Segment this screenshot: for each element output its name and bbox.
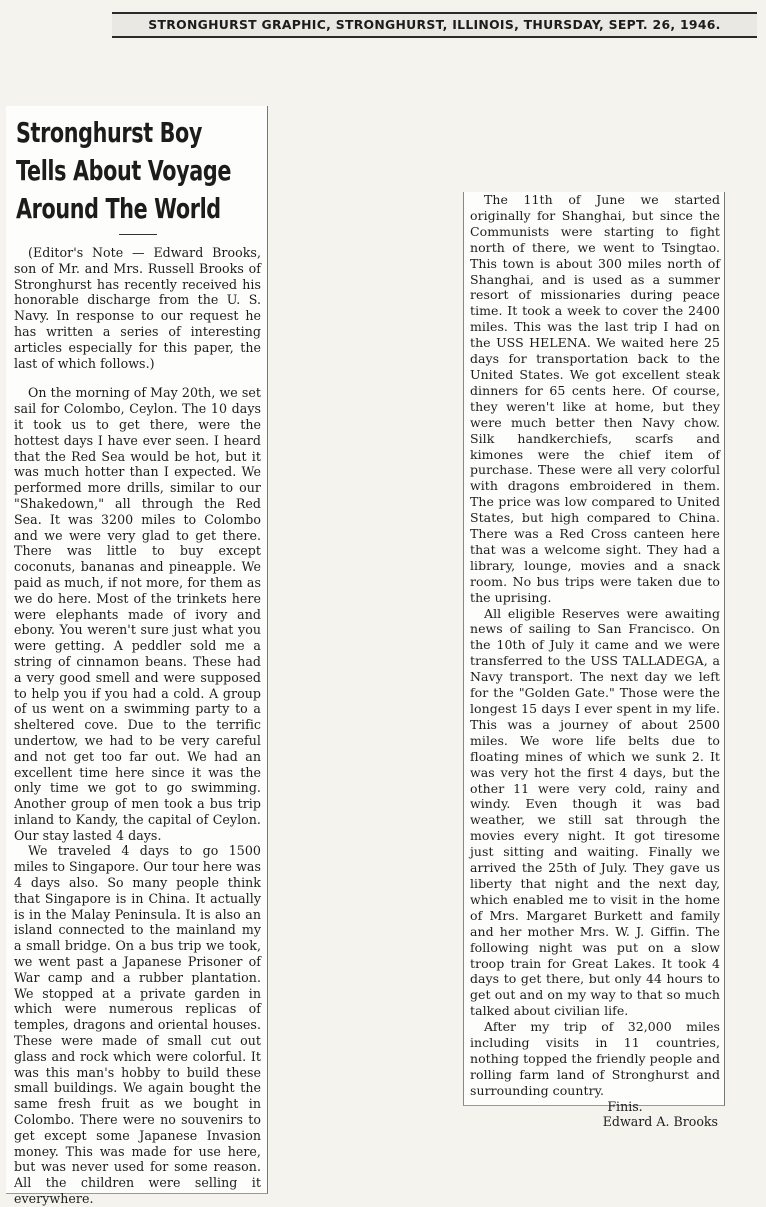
article-body-left: [14, 245, 261, 1207]
newspaper-masthead: STRONGHURST GRAPHIC, STRONGHURST, ILLINOIS, THURSDAY, SEPT. 26, 1946.: [112, 12, 757, 38]
editors-note: (Editor's Note — Edward Brooks, son of Mr. and Mrs. Russell Brooks of Stronghurst has recently received his honorable discharge from the U. S. Navy. In response to our request he has written a series of interesting articles especially for this paper, the last of which follows.): [14, 245, 261, 371]
paragraph-voyage-home: All eligible Reserves were awaiting news of sailing to San Francisco. On the 10th of July it came and we were transferred to the USS TALLADEGA, a Navy transport. The next day we left for the "Golden Gate." Those were the longest 15 days I ever spent in my life. This was a journey of about 2500 miles. We wore life belts due to floating mines of which we sunk 2. It was very hot the first 4 days, but the other 11 were very cold, rainy and windy. Even though it was bad weather, we still sat through the movies every night. It got tiresome just sitting and waiting. Finally we arrived the 25th of July. They gave us liberty that night and the next day, which enabled me to visit in the home of Mrs. Margaret Burkett and family and her mother Mrs. W. J. Giffin. The following night was put on a slow troop train for Great Lakes. It took 4 days to get there, but only 44 hours to get out and on my way to that so much talked about civilian life.: [470, 605, 720, 1019]
article-clipping-right: [463, 192, 725, 1130]
article-body-right: [470, 192, 720, 1099]
headline-line-1: Stronghurst Boy: [16, 116, 203, 149]
headline-line-3: Around The World: [16, 192, 221, 225]
paragraph-singapore: We traveled 4 days to go 1500 miles to Singapore. Our tour here was 4 days also. So many people think that Singapore is in China. It actually is in the Malay Peninsula. It is also an island connected to the mainland my a small bridge. On a bus trip we took, we went past a Japanese Prisoner of War camp and a rubber plantation. We stopped at a private garden in which were numerous replicas of temples, dragons and oriental houses. These were made of small cut out glass and rock which were colorful. It was this man's hobby to build these small buildings. We again bought the same fresh fruit as we bought in Colombo. There were no souvenirs to get except some Japanese Invasion money. This was made for use here, but was never used for some reason. All the children were selling it everywhere.: [14, 843, 261, 1207]
headline-divider: [119, 234, 157, 235]
paragraph-closing: After my trip of 32,000 miles including visits in 11 countries, nothing topped the friendly people and rolling farm land of Stronghurst and surrounding country.: [470, 1019, 720, 1098]
finis-label: Finis.: [607, 1098, 643, 1114]
article-headline: [16, 114, 253, 228]
headline-line-2: Tells About Voyage: [16, 154, 232, 187]
article-clipping-left: [6, 106, 268, 1207]
paragraph-tsingtao: The 11th of June we started originally for Shanghai, but since the Communists were starting to fight north of there, we went to Tsingtao. This town is about 300 miles north of Shanghai, and is used as a summer resort of missionaries during peace time. It took a week to cover the 2400 miles. This was the last trip I had on the USS HELENA. We waited here 25 days for transportation back to the United States. We got excellent steak dinners for 65 cents here. Of course, they weren't like at home, but they were much better then Navy chow. Silk handkerchiefs, scarfs and kimones were the chief item of purchase. These were all very colorful with dragons embroidered in them. The price was low compared to United States, but high compared to China. There was a Red Cross canteen here that was a welcome sight. They had a library, lounge, movies and a snack room. No bus trips were taken due to the uprising.: [470, 192, 720, 605]
author-signature: Edward A. Brooks: [602, 1114, 718, 1130]
paragraph-colombo: On the morning of May 20th, we set sail for Colombo, Ceylon. The 10 days it took us to get there, were the hottest days I have ever seen. I heard that the Red Sea would be hot, but it was much hotter than I expected. We performed more drills, similar to our "Shakedown," all through the Red Sea. It was 3200 miles to Colombo and we were very glad to get there. There was little to buy except coconuts, bananas and pineapple. We paid as much, if not more, for them as we do here. Most of the trinkets here were elephants made of ivory and ebony. You weren't sure just what you were getting. A peddler sold me a string of cinnamon beans. These had a very good smell and were supposed to help you if you had a cold. A group of us went on a swimming party to a sheltered cove. Due to the terrific undertow, we had to be very careful and not get too far out. We had an excellent time here since it was the only time we got to go swimming. Another group of men took a bus trip inland to Kandy, the capital of Ceylon. Our stay lasted 4 days.: [14, 385, 261, 843]
